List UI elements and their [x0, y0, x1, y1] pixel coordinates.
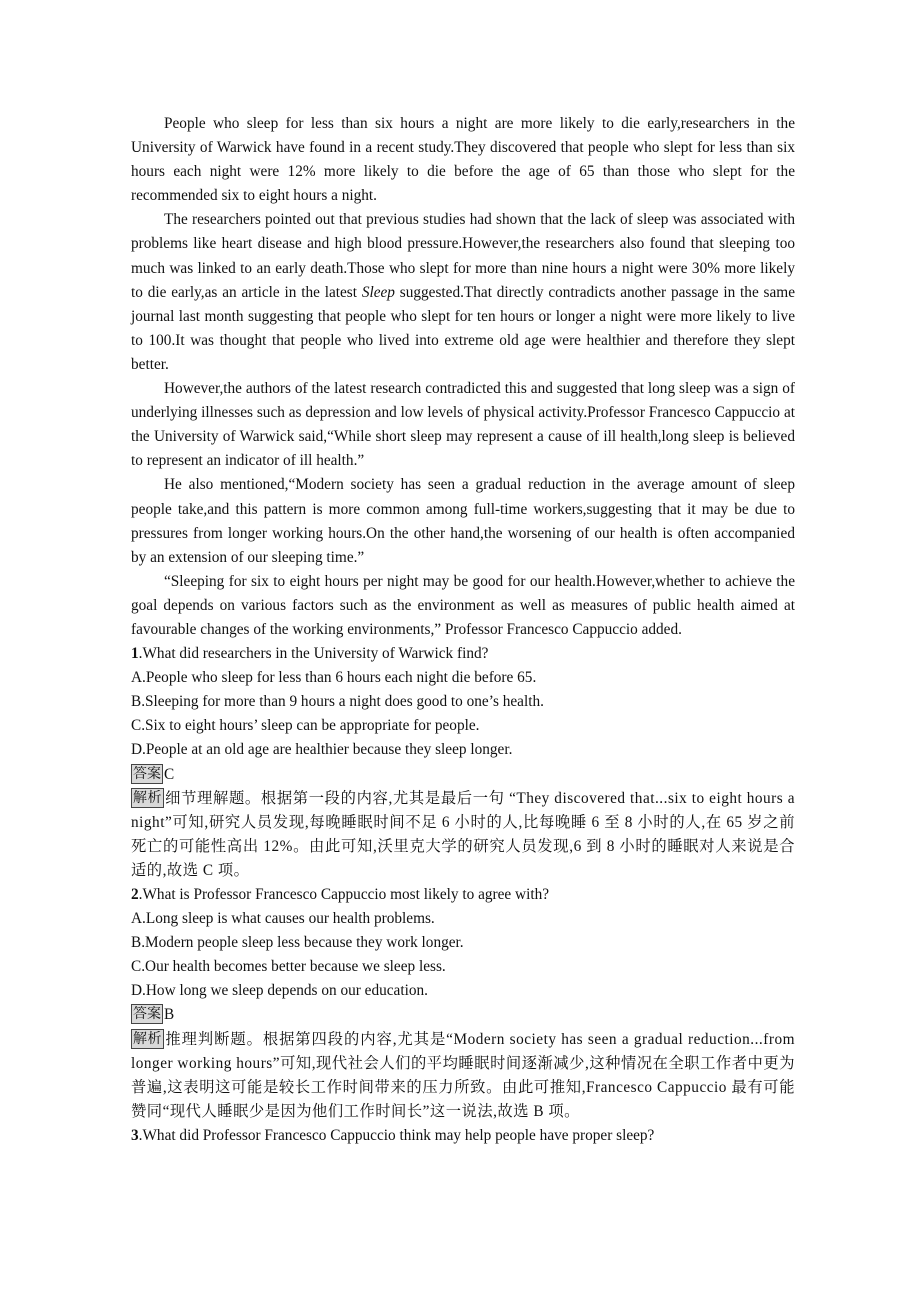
option-c: C.Six to eight hours’ sleep can be appropriate for people.: [131, 717, 480, 735]
question-2: [131, 883, 795, 1124]
question-3: [131, 1124, 795, 1148]
answer-tag: 答案: [133, 765, 161, 782]
question-number: 2: [131, 886, 139, 903]
reading-passage: [131, 112, 795, 642]
option-d: D.People at an old age are healthier because they sleep longer.: [131, 741, 513, 759]
analysis-text: 推理判断题。根据第四段的内容,尤其是“Modern society has seen a gradual reduction...from longer working hours”可知,现代社会人们的平均睡眠时间逐渐减少,这种情况在全职工作者中更为普遍,这表明这可能是较长工作时间带来的压力所致。由此可推知,Francesco Cappuccio 最有可能赞同“现代人睡眠少是因为他们工作时间长”这一说法,故选 B 项。: [131, 1030, 795, 1120]
analysis-tag: 解析: [133, 789, 162, 806]
analysis-text: 细节理解题。根据第一段的内容,尤其是最后一句 “They discovered that...six to eight hours a night”可知,研究人员发现,每晚睡眠时间不足 6 小时的人,比每晚睡 6 至 8 小时的人,在 65 岁之前死亡的可能性高出 12%。由此可知,沃里克大学的研究人员发现,6 到 8 小时的睡眠对人来说是合适的,故选 C 项。: [131, 789, 795, 879]
answer-value: B: [164, 1006, 175, 1024]
answer-line: [131, 1003, 795, 1027]
document-page: [131, 112, 795, 1148]
option-b: B.Sleeping for more than 9 hours a night does good to one’s health.: [131, 693, 544, 711]
answer-tag: 答案: [133, 1006, 161, 1023]
analysis-line: [131, 1028, 795, 1124]
journal-title: Sleep: [361, 283, 395, 301]
text: suggested.That directly contradicts another passage in the same journal last month suggesting that people who slept for ten hours or longer a night were more likely to live to 100.It was thought that people who lived into extreme old age were healthier and therefore they slept better.: [131, 283, 795, 373]
option-d: D.How long we sleep depends on our education.: [131, 982, 428, 1000]
text: The researchers pointed out that previous studies had shown that the lack of sleep was associated with problems like heart disease and high blood pressure.However,the researchers also found that sleeping too much was linked to an early death.Those who slept for more than nine hours a night were 30% more likely to die early,as an article in the latest: [131, 211, 795, 301]
question-stem: .What did Professor Francesco Cappuccio think may help people have proper sleep?: [138, 1126, 655, 1144]
passage-paragraph-5: “Sleeping for six to eight hours per night may be good for our health.However,whether to achieve the goal depends on various factors such as the environment as well as measures of public health aimed at favourable changes of the working environments,” Professor Francesco Cappuccio added.: [131, 572, 795, 638]
passage-paragraph-4: He also mentioned,“Modern society has seen a gradual reduction in the average amount of sleep people take,and this pattern is more common among full-time workers,suggesting that it may be due to pressures from longer working hours.On the other hand,the worsening of our health is often accompanied by an extension of our sleeping time.”: [131, 476, 795, 566]
option-b: B.Modern people sleep less because they work longer.: [131, 934, 464, 952]
passage-paragraph-3: However,the authors of the latest research contradicted this and suggested that long sleep was a sign of underlying illnesses such as depression and low levels of physical activity.Professor Francesco Cappuccio at the University of Warwick said,“While short sleep may represent a cause of ill health,long sleep is believed to represent an indicator of ill health.”: [131, 380, 795, 470]
question-number: 3: [131, 1126, 139, 1144]
option-a: A.People who sleep for less than 6 hours each night die before 65.: [131, 669, 537, 687]
question-stem: .What is Professor Francesco Cappuccio most likely to agree with?: [138, 886, 550, 903]
answer-value: C: [164, 765, 175, 783]
question-1: [131, 642, 795, 883]
analysis-line: [131, 787, 795, 883]
question-stem: .What did researchers in the University of Warwick find?: [138, 645, 489, 663]
analysis-tag: 解析: [133, 1030, 162, 1047]
option-c: C.Our health becomes better because we sleep less.: [131, 958, 446, 976]
option-a: A.Long sleep is what causes our health problems.: [131, 910, 435, 928]
answer-line: [131, 763, 795, 787]
passage-paragraph-2: [131, 208, 795, 377]
passage-paragraph-1: People who sleep for less than six hours a night are more likely to die early,researchers in the University of Warwick have found in a recent study.They discovered that people who slept for less than six hours each night were 12% more likely to die before the age of 65 than those who slept for the recommended six to eight hours a night.: [131, 115, 795, 205]
question-number: 1: [131, 645, 139, 663]
